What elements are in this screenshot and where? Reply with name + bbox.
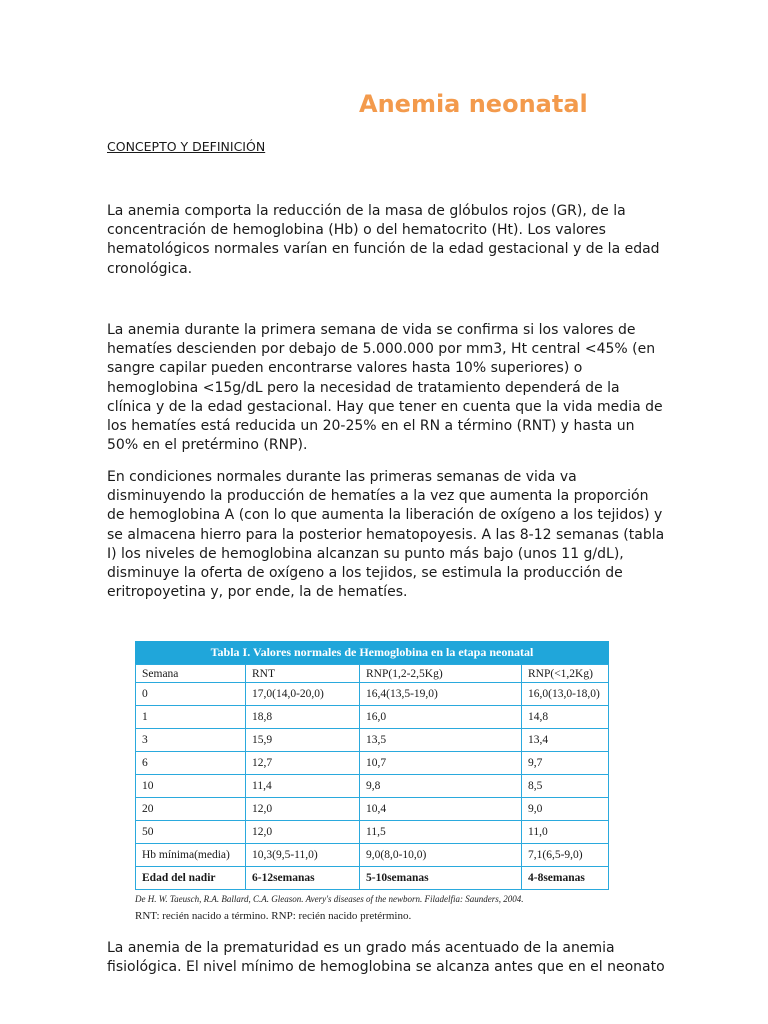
table-cell: 10,7	[360, 752, 522, 775]
table-cell: 13,5	[360, 729, 522, 752]
table-cell: 14,8	[522, 706, 609, 729]
table-cell: 11,0	[522, 821, 609, 844]
table-cell: 9,8	[360, 775, 522, 798]
table-cell: 9,7	[522, 752, 609, 775]
table-cell: 10,3(9,5-11,0)	[246, 844, 360, 867]
table-cell: 18,8	[246, 706, 360, 729]
section-heading: CONCEPTO Y DEFINICIÓN	[107, 139, 266, 154]
table-cell: 9,0	[522, 798, 609, 821]
table-row	[136, 729, 609, 752]
table-cell: 15,9	[246, 729, 360, 752]
table-row	[136, 844, 609, 867]
table-row	[136, 798, 609, 821]
table-cell: Edad del nadir	[136, 867, 246, 890]
table-cell: 1	[136, 706, 246, 729]
table-cell: 12,0	[246, 821, 360, 844]
table-row	[136, 821, 609, 844]
table-cell: 16,0	[360, 706, 522, 729]
table-cell: 0	[136, 683, 246, 706]
hemoglobin-table	[135, 664, 609, 890]
table-cell: 6-12semanas	[246, 867, 360, 890]
table-cell: 3	[136, 729, 246, 752]
table-cell: 7,1(6,5-9,0)	[522, 844, 609, 867]
paragraph-first-week: La anemia durante la primera semana de vida se confirma si los valores de hematíes descienden por debajo de 5.000.000 por mm3, Ht central <45% (en sangre capilar pueden encontrarse valores hasta 10% superiores) o hemoglobina <15g/dL pero la necesidad de tratamiento dependerá de la clínica y de la edad gestacional. Hay que tener en cuenta que la vida media de los hematíes está reducida un 20-25% en el RN a término (RNT) y hasta un 50% en el pretérmino (RNP).	[107, 322, 663, 454]
table-cell: 50	[136, 821, 246, 844]
table-row	[136, 752, 609, 775]
paragraph-normal-conditions: En condiciones normales durante las primeras semanas de vida va disminuyendo la producción de hematíes a la vez que aumenta la proporción de hemoglobina A (con lo que aumenta la liberación de oxígeno a los tejidos) y se almacena hierro para la posterior hematopoyesis. A las 8-12 semanas (tabla I) los niveles de hemoglobina alcanzan su punto más bajo (unos 11 g/dL), disminuye la oferta de oxígeno a los tejidos, se estimula la producción de eritropoyetina y, por ende, la de hematíes.	[107, 469, 665, 601]
table-header-row	[136, 665, 609, 683]
header-cell: RNP(1,2-2,5Kg)	[360, 665, 522, 683]
table-row	[136, 683, 609, 706]
table-row-nadir	[136, 867, 609, 890]
table-source: De H. W. Taeusch, R.A. Ballard, C.A. Gleason. Avery's diseases of the newborn. Filadelfia: Saunders, 2004.	[135, 894, 524, 904]
table-cell: 13,4	[522, 729, 609, 752]
table-cell: 6	[136, 752, 246, 775]
table-cell: 17,0(14,0-20,0)	[246, 683, 360, 706]
table-cell: 5-10semanas	[360, 867, 522, 890]
table-row	[136, 775, 609, 798]
table-cell: 16,0(13,0-18,0)	[522, 683, 609, 706]
table-caption: Tabla I. Valores normales de Hemoglobina en la etapa neonatal	[135, 641, 609, 664]
table-cell: 8,5	[522, 775, 609, 798]
paragraph-definition: La anemia comporta la reducción de la masa de glóbulos rojos (GR), de la concentración de hemoglobina (Hb) o del hematocrito (Ht). Los valores hematológicos normales varían en función de la edad gestacional y de la edad cronológica.	[107, 203, 660, 277]
header-cell: RNT	[246, 665, 360, 683]
page-title: Anemia neonatal	[359, 90, 588, 118]
table-cell: 10,4	[360, 798, 522, 821]
table-abbreviations: RNT: recién nacido a término. RNP: recién nacido pretérmino.	[135, 910, 412, 922]
hemoglobin-table-figure	[135, 641, 609, 922]
table-cell: 16,4(13,5-19,0)	[360, 683, 522, 706]
table-cell: Hb mínima(media)	[136, 844, 246, 867]
table-cell: 11,5	[360, 821, 522, 844]
header-cell: RNP(<1,2Kg)	[522, 665, 609, 683]
table-row	[136, 706, 609, 729]
table-cell: 9,0(8,0-10,0)	[360, 844, 522, 867]
header-cell: Semana	[136, 665, 246, 683]
table-cell: 11,4	[246, 775, 360, 798]
table-cell: 4-8semanas	[522, 867, 609, 890]
paragraph-prematurity: La anemia de la prematuridad es un grado más acentuado de la anemia fisiológica. El nivel mínimo de hemoglobina se alcanza antes que en el neonato	[107, 940, 665, 976]
table-cell: 20	[136, 798, 246, 821]
table-cell: 10	[136, 775, 246, 798]
table-cell: 12,7	[246, 752, 360, 775]
table-cell: 12,0	[246, 798, 360, 821]
